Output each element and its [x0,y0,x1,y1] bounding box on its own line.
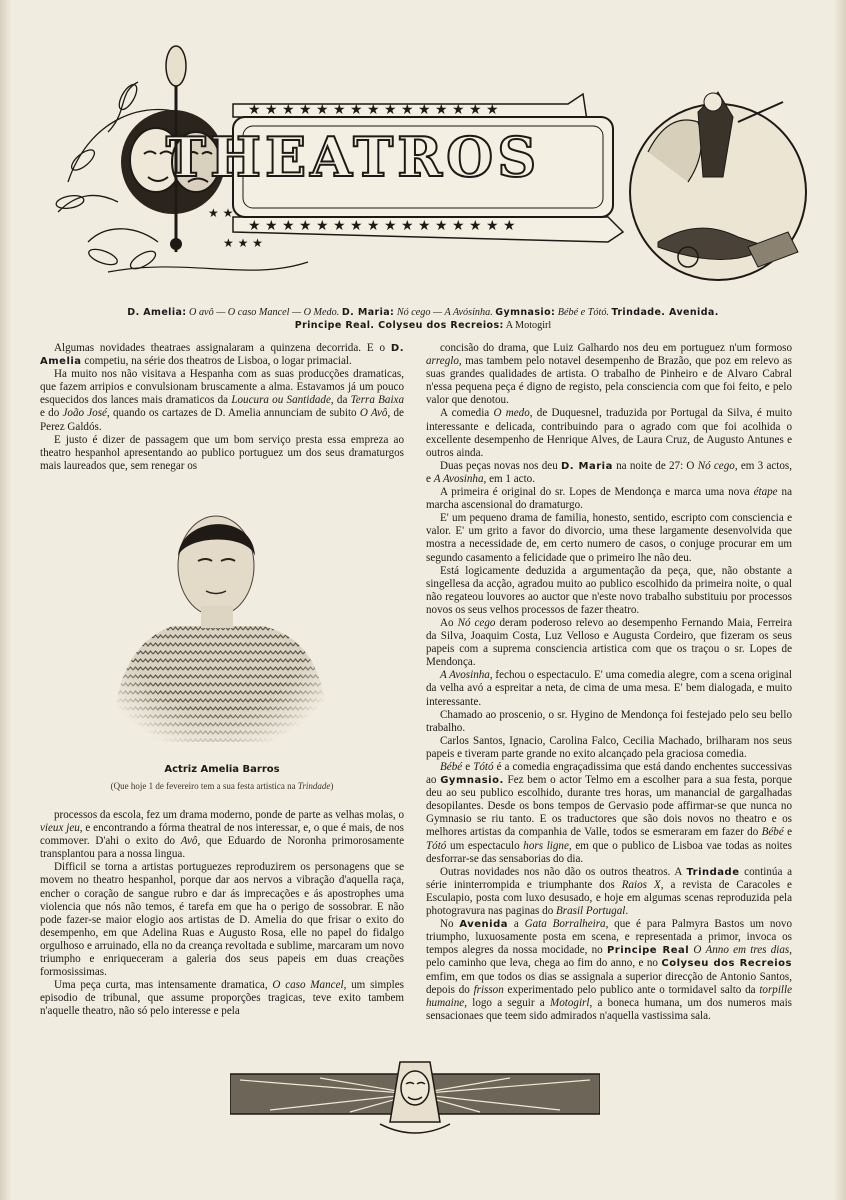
italic-run: Tótó [473,761,494,773]
text-run: competiu, na série dos theatros de Lisboa, o logar primacial. [81,355,352,368]
svg-text:★ ★ ★: ★ ★ ★ [223,236,263,250]
text-run: No [440,918,460,931]
footer-ornament [230,1052,600,1134]
paragraph [40,861,404,979]
italic-run: hors ligne [523,839,569,852]
text-run: A comedia [440,407,494,420]
text-run: , que é para Palmyra Bastos um novo triumpho, luxuosamente posta em scena, e representada a primor, invoca os tempos alegres da nossa mocidade, no [426,918,793,957]
italic-run: Tótó [426,839,447,852]
text-run: , um simples episodio de tribunal, que assume proporções tragicas, teve exito tambem n'aquelle theatro, não só pelo interesse e pela [40,979,404,1018]
text-run: , de Perez Galdós. [40,407,404,433]
theatre-list-line-1 [40,306,806,319]
text-run: A Motogirl [503,320,552,331]
paragraph [426,565,792,617]
actress-portrait [103,506,333,742]
paragraph [426,918,792,1023]
text-run: experimentado pelo publico ante o tormidavel salto da [503,983,760,996]
text-run: , a boneca humana, um dos numeros mais sensacionaes que teem sido admirados n'aquella vastissima sala. [426,996,792,1022]
text-run: a [508,918,525,931]
text-run: , em que o publico de Lisboa vae todas as noites desforrar-se das sensaborias do dia. [426,839,792,865]
italic-run: O caso Mancel [272,979,344,992]
text-run: , e encontrando a fórma theatral de nos interessar, e, o que é mais, de nos commover. D'ahi o exito do [40,822,405,848]
text-run: Outras novidades nos não dão os outros theatros. A [440,865,687,878]
text-run: Fez bem o actor Telmo em a escolher para a sua festa, porque deu ao seu publico escolhido, durante tres horas, um manancial de gargalhadas desopilantes. Desde os bons tempos de Gervasio pode affirmar-se que nunca no Gymnasio se riu tanto. E os traductores que são dois novos no theatro e os melhores artistas da companhia de Valle, todos se esmeraram em fazer do [426,774,792,839]
italic-run: O Avô [359,407,388,420]
svg-text:★ ★ ★ ★ ★ ★ ★ ★ ★ ★ ★ ★ ★ ★ ★: ★ ★ ★ ★ ★ ★ ★ ★ ★ ★ ★ ★ ★ ★ ★ ★ [248,218,516,234]
italic-run: étape [753,486,778,499]
text-run: , quando os cartazes de D. Amelia annunciam de subito [106,407,360,420]
text-run: na marcha ascensional do dramaturgo. [426,486,792,512]
right-column [426,342,792,1023]
paragraph [426,709,792,735]
left-column-top [40,342,404,473]
text-run: Ao [440,616,458,629]
text-run: Duas peças novas nos deu [440,459,561,472]
bold-run: D. Amelia: [127,307,187,318]
italic-run: Terra Baixa [350,394,404,407]
caption-sub-prefix: (Que hoje 1 de fevereiro tem a sua festa artistica na [110,781,298,791]
paragraph [426,512,792,564]
paragraph [426,460,792,486]
footer-ornament-art [230,1052,600,1134]
text-run: E justo é dizer de passagem que um bom serviço presta essa empreza ao theatro hespanhol apresentando ao publico portuguez um dos seus dramaturgos mais laureados que, sem renegar os [40,433,404,472]
svg-text:★ ★: ★ ★ [208,206,234,220]
text-run: na noite de 27: O [612,459,698,472]
text-run: . [625,905,629,918]
italic-run: torpille humaine [426,983,792,1009]
header-banner [48,42,808,292]
portrait-caption [40,764,404,791]
text-run: e [783,826,792,839]
paragraph [426,486,792,512]
text-run: Chamado ao proscenio, o sr. Hygino de Mendonça foi festejado pelo seu bello trabalho. [426,708,792,734]
page-edge-left [0,0,12,1200]
left-column-bottom [40,809,404,1019]
text-run: concisão do drama, que Luiz Galhardo nos deu em portuguez n'um formoso [440,342,792,354]
bold-run: Trindade [686,866,740,878]
paragraph [40,979,404,1018]
paragraph [40,809,404,861]
italic-run: O Anno em tres dias [693,944,790,957]
caption-title: Actriz Amelia Barros [164,764,280,775]
text-run: Uma peça curta, mas intensamente dramatica, [54,979,273,992]
paragraph [426,617,792,669]
caption-sub-italic: Trindade [297,781,331,791]
italic-run: Brasil Portugal [556,905,626,918]
italic-run: Motogirl [549,996,590,1009]
text-run: E' um pequeno drama de familia, honesto, sentido, escripto com consciencia e valor. E' um grito a favor do divorcio, uma these largamente desenvolvida que mostra a necessidade de, em certo numero de casos, o conjuge procurar em um segundo casamento a felicidade que o primeiro lhe não deu. [426,512,792,564]
paragraph [426,761,792,866]
text-run: , a revista de Caracoles e Esculapio, posta com luxo desusado, e hoje em algumas scenas reproduzida pela photogravura nas paginas do [426,878,792,918]
text-run: , mas tambem pelo notavel desempenho de Brazão, que poz em relevo as suas grandes qualidades de artista. O trabalho de Pinheiro e de Alvaro Cabral n'essa pequena peça é digno de registo, pela consciencia com que foi feito, e pelo valor que denotou. [426,355,792,407]
italic-run: Nó cego [697,459,735,472]
text-run: Ha muito nos não visitava a Hespanha com as suas producções dramaticas, que fazem arripios e convulsionam bruscamente a alma. Estavamos já um pouco esquecidos dos lances mais dramaticos da [40,368,404,407]
text-run: , em 3 actos, e [426,459,793,485]
text-run: deram poderoso relevo ao desempenho Fernando Maia, Ferreira da Silva, Joaquim Costa, Luz Velloso e Augusta Cordeiro, que fizeram os seus papeis com a suprema consciencia artistica com que os traçou o sr. Lopes de Mendonça. [426,616,792,669]
italic-run: vieux jeu [40,822,80,835]
svg-text:★ ★ ★ ★ ★ ★ ★ ★ ★ ★ ★ ★ ★ ★ ★: ★ ★ ★ ★ ★ ★ ★ ★ ★ ★ ★ ★ ★ ★ ★ [248,102,499,118]
italic-run: O avô — O caso Mancel — O Medo. [186,307,342,318]
italic-run: Raios X [621,878,661,891]
text-run: Algumas novidades theatraes assignalaram a quinzena decorrida. E o [54,342,391,354]
bold-run: D. Amelia [40,343,404,368]
paragraph [426,866,792,918]
text-run: , que Eduardo de Noronha primorosamente transplantou para a nossa lingua. [40,835,404,861]
paragraph [40,434,404,473]
bold-run: Trindade. Avenida. [611,307,719,318]
text-run: Difficil se torna a artistas portuguezes reproduzirem os personagens que se movem no theatro hespanhol, porque dar aos nervos a vibração d'aquella raça, encher o coração de sangue rubro e dar ás imprecações e ás apostrophes uma violencia que nós não temos, é tarefa em que ha o perigo de sossobrar. E não pode fazer-se maior elogio aos artistas de D. Amelia do que frisar o exito do desempenho, em que Adelina Ruas e Augusto Rosa, elle no papel do fidalgo orgulhoso e arruinado, ella no da creança revoltada e sublime, marcaram um novo triumpho e enriqueceram a galeria dos seus papeis em duas creações formosissimas. [40,861,404,979]
paragraph [40,342,404,368]
text-run: , da [330,394,351,407]
italic-run: Nó cego — A Avósinha. [394,307,496,318]
caption-sub-suffix: ) [330,781,334,791]
text-run: , de Duquesnel, traduzida por Portugal da Silva, é muito interessante e delicada, contribuindo para o agrado com que foi acolhida o excellente desempenho de Henrique Alves, de Laura Cruz, de Augusto Antunes e outros ainda. [426,407,792,459]
text-run: processos da escola, fez um drama moderno, ponde de parte as velhas molas, o [54,809,404,821]
bold-run: D. Maria: [341,307,395,318]
text-run: um espectaculo [446,839,524,852]
italic-run: A Avosinha [433,472,484,485]
bold-run: Avenida [459,919,509,931]
italic-run: Bébé e Tótó. [555,307,612,318]
text-run: Está logicamente deduzida a argumentação da peça, que, não obstante a singellesa da acção, agradou muito ao publico escolhido da primeira noite, o qual não regateou louvores ao auctor que n'este novo trabalho substituiu por processos novos os seus velhos processos de fazer theatro. [426,564,792,616]
italic-run: Avô [180,835,198,848]
text-run: emfim, em que todos os dias se assignala a superior direcção de Antonio Santos, depois do [426,970,792,996]
italic-run: Loucura ou Santidade [231,394,331,407]
bold-run: Principe Real [606,945,690,957]
bold-run: Gymnasio. [440,775,504,787]
caption-subtitle [40,781,404,791]
paragraph [426,407,792,459]
italic-run: O medo [493,407,530,420]
bold-run: Gymnasio: [495,307,556,318]
text-run: e [462,761,474,773]
italic-run: João José [62,407,107,420]
theatre-list-line-2 [40,319,806,332]
header-ornament-art [48,42,808,292]
paragraph [40,368,404,433]
text-run: , pelo caminho que leva, chega ao fim do anno, e no [426,944,792,970]
text-run: , logo a seguir a [464,996,550,1009]
italic-run: Gata Borralheira [524,918,606,931]
section-title: THEATROS [165,125,541,189]
paragraph [426,342,792,407]
bold-run: D. Maria [561,460,613,472]
italic-run: arreglo [426,355,459,368]
italic-run: Bébé [440,761,463,773]
italic-run: Nó cego [457,616,496,629]
paragraph [426,669,792,708]
bold-run: Principe Real. Colyseu dos Recreios: [294,320,504,331]
italic-run: frisson [473,983,504,996]
italic-run: A Avosinha [440,669,490,682]
paragraph [426,735,792,761]
italic-run: Bébé [761,826,784,839]
text-run: e do [40,407,63,420]
text-run: , fechou o espectaculo. E' uma comedia alegre, com a scena original da velha avó a espreitar a neta, de cima de uma mesa. E' bem dialogada, e muito interessante. [426,669,792,708]
text-run: Carlos Santos, Ignacio, Carolina Falco, Cecilia Machado, brilharam nos seus papeis e tiveram parte grande no exito alcançado pela graciosa comedia. [426,734,792,760]
bold-run: Colyseu dos Recreios [661,958,792,970]
text-run: é a comedia engraçadissima que está dando enchentes successivas ao [426,761,792,787]
text-run: , em 1 acto. [483,472,535,485]
portrait-illustration [103,506,333,742]
text-run: continúa a série ininterrompida e triumphante dos [426,865,792,891]
page-edge-right [834,0,846,1200]
text-run: A primeira é original do sr. Lopes de Mendonça e marca uma nova [440,486,754,499]
